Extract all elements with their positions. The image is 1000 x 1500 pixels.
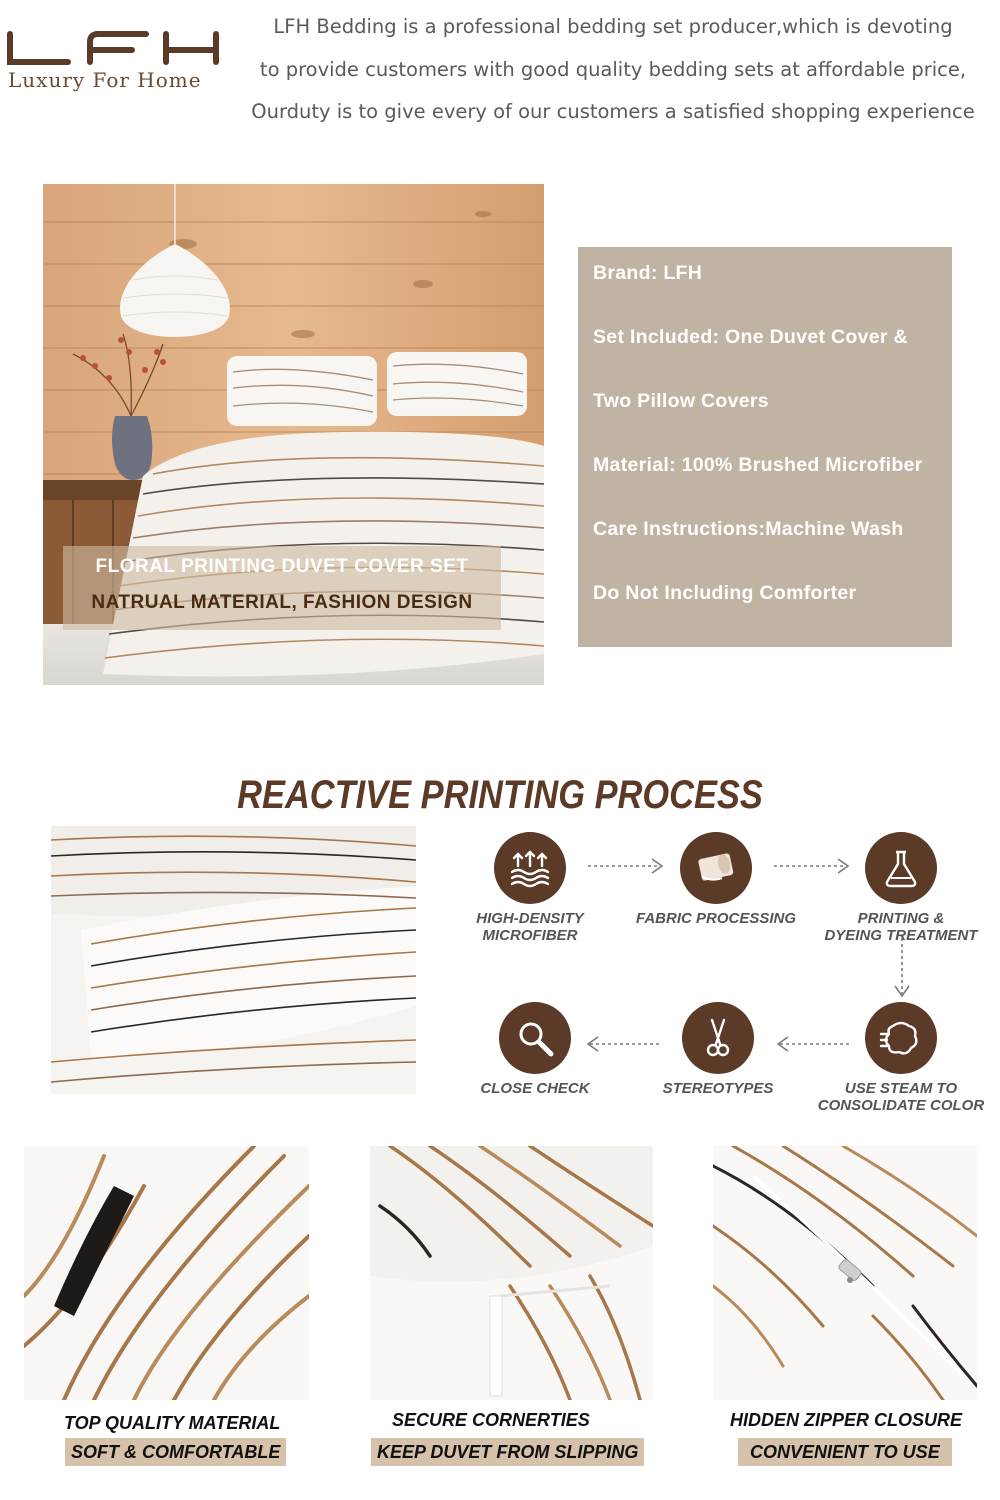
flask-icon [865,832,937,904]
step-label: HIGH-DENSITY MICROFIBER [476,910,584,944]
arrow-down-icon [892,938,912,1000]
arrow-right-icon [588,857,668,875]
hero-caption-subtitle: NATRUAL MATERIAL, FASHION DESIGN [91,592,473,613]
fabric-roll-icon [680,832,752,904]
feature-subtitle-zipper: CONVENIENT TO USE [738,1438,952,1466]
spec-panel [578,247,952,647]
step-label: USE STEAM TO CONSOLIDATE COLOR [817,1080,985,1114]
feature-subtitle-material: SOFT & COMFORTABLE [65,1438,286,1466]
process-step-fabric-processing [621,832,811,927]
brand-tagline: Luxury For Home [8,68,202,92]
spec-care: Care Instructions:Machine Wash [593,518,904,540]
intro-line: Ourduty is to give every of our customers a satisfied shopping experience [251,100,975,123]
intro-line: to provide customers with good quality bedding sets at affordable price, [259,57,967,81]
magnifier-icon [499,1002,571,1074]
fabric-closeup-photo [51,826,416,1094]
step-label: FABRIC PROCESSING [635,910,797,927]
hero-caption-title: FLORAL PRINTING DUVET COVER SET [95,556,469,577]
feature-title-material: TOP QUALITY MATERIAL [64,1413,281,1433]
steam-icon [865,1002,937,1074]
spec-material: Material: 100% Brushed Microfiber [593,454,923,476]
intro-line: LFH Bedding is a professional bedding set producer,which is devoting [273,15,953,38]
step-label: STEREOTYPES [662,1080,774,1097]
spec-brand: Brand: LFH [593,262,703,284]
feature-title-zipper: HIDDEN ZIPPER CLOSURE [730,1410,963,1430]
feature-title-corner-ties: SECURE CORNERTIES [392,1410,590,1430]
step-label: CLOSE CHECK [480,1080,590,1097]
scissors-icon [682,1002,754,1074]
arrow-left-icon [772,1035,852,1053]
feature-photo-zipper [713,1146,977,1400]
spec-set-included-cont: Two Pillow Covers [593,390,769,412]
spec-comforter-note: Do Not Including Comforter [593,582,857,604]
hero-caption [63,546,501,630]
feature-photo-corner-ties [370,1146,653,1400]
process-step-steam [806,1002,996,1114]
company-intro [230,6,996,134]
arrow-right-icon [774,857,854,875]
feature-subtitle-corner-ties: KEEP DUVET FROM SLIPPING [371,1438,644,1466]
hero-bedroom-photo [43,184,544,685]
process-title: REACTIVE PRINTING PROCESS [237,773,763,817]
process-step-printing-dyeing [806,832,996,944]
lfh-logo-mark [6,28,222,68]
spec-set-included: Set Included: One Duvet Cover & [593,326,908,348]
step-label: PRINTING & DYEING TREATMENT [824,910,978,944]
brand-logo [6,28,226,98]
waves-arrows-icon [494,832,566,904]
fabric-illustration [51,826,416,1094]
arrow-left-icon [582,1035,662,1053]
process-step-high-density [435,832,625,944]
feature-photo-material [24,1146,309,1400]
